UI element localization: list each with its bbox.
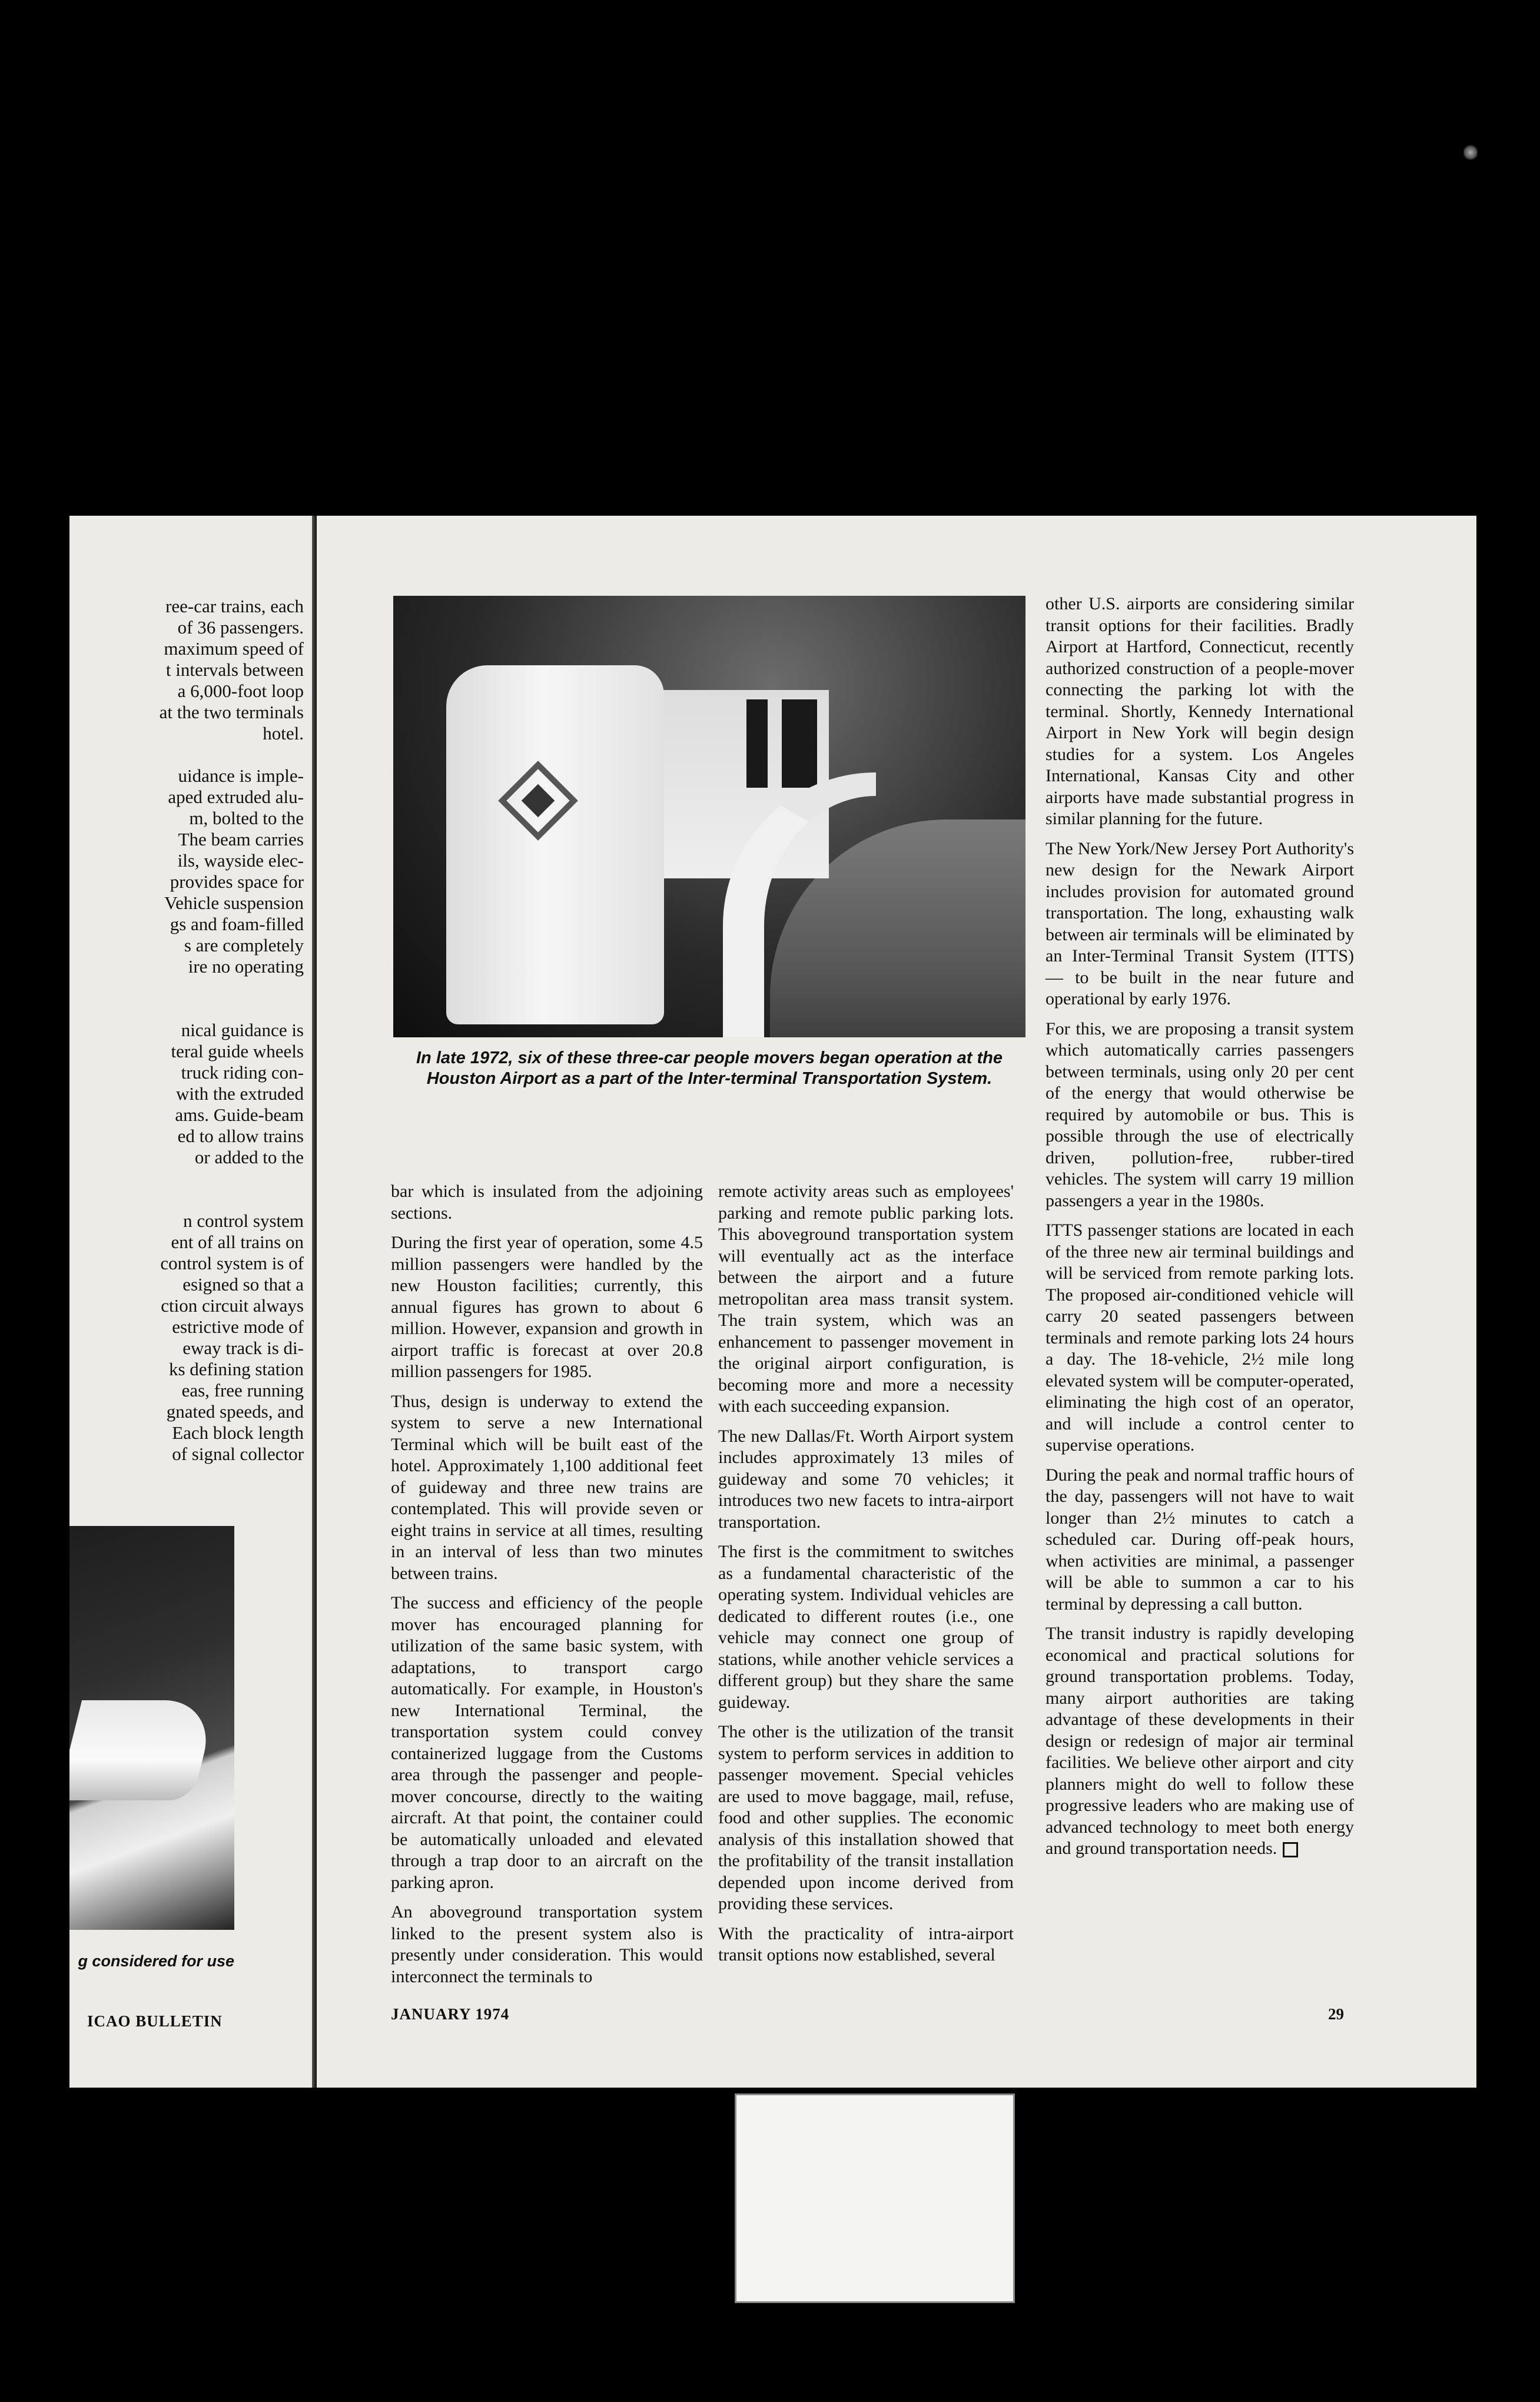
left-page-line: gnated speeds, and	[166, 1401, 304, 1422]
left-page-line: ent of all trains on	[171, 1232, 304, 1252]
text-column-2	[718, 1181, 1014, 1975]
left-page-line: m, bolted to the	[189, 808, 304, 828]
left-page-line: ire no operating	[188, 956, 304, 977]
paragraph: ITTS passenger stations are located in each of the three new air terminal buildings and will be serviced from remote parking lots. The proposed air-conditioned vehicle will carry 20 seated passengers between terminals and remote parking lots 24 hours a day. The 18-vehicle, 2½ mile long elevated system will be computer-operated, eliminating the high cost of an operator, and will include a control center to supervise operations.	[1046, 1220, 1354, 1455]
left-page-line: or added to the	[194, 1147, 304, 1167]
left-page-line: at the two terminals	[159, 702, 304, 722]
left-page-line: uidance is imple-	[178, 765, 304, 786]
vehicle-image	[69, 1700, 217, 1800]
paragraph: The New York/New Jersey Port Authority's new design for the Newark Airport includes provision for automated ground transportation. The long, exhausting walk between air terminals will be eliminated by an Inter-Terminal Transit System (ITTS) — to be built in the near future and operational by early 1976.	[1046, 838, 1354, 1008]
left-page-line: nical guidance is	[181, 1020, 304, 1040]
left-page-caption: g considered for use	[78, 1952, 234, 1970]
paragraph: During the peak and normal traffic hours of the day, passengers will not have to wait longer than 2½ minutes to catch a scheduled car. During off-peak hours, when activities are minimal, a passenger will be able to summon a car to his terminal by depressing a call button.	[1046, 1465, 1354, 1614]
left-page-line: eway track is di-	[182, 1338, 304, 1358]
text-column-1	[391, 1181, 703, 1996]
page-number: 29	[1328, 2005, 1344, 2023]
paragraph: Thus, design is underway to extend the system to serve a new International Terminal which will be built east of the hotel. Approximately 1,100 additional feet of guideway and three new trains are contemplated. This will provide seven or eight trains in service at all times, resulting in an interval of less than two minutes between trains.	[391, 1391, 703, 1583]
paragraph: other U.S. airports are considering similar transit options for their facilities. Bradly Airport at Hartford, Connecticut, recently authorized construction of a people-mover connecting the parking lot with the terminal. Shortly, Kennedy International Airport in New York will begin design studies for a system. Los Angeles International, Kansas City and other airports have made substantial progress in similar planning for the future.	[1046, 594, 1354, 828]
left-page-line: ams. Guide-beam	[175, 1104, 304, 1125]
photo-caption: In late 1972, six of these three-car people movers began operation at the Houston Airport as a part of the Inter-terminal Transportation System.	[416, 1049, 1003, 1088]
left-page-line: control system is of	[160, 1253, 304, 1273]
left-page-line: provides space for	[170, 871, 304, 892]
left-page-line	[69, 744, 304, 765]
paragraph: For this, we are proposing a transit system which automatically carries passengers between terminals, using only 20 per cent of the energy that would otherwise be required by automobile or bus. This is possible through the use of electrically driven, pollution-free, rubber-tired vehicles. The system will carry 19 million passengers a year in the 1980s.	[1046, 1018, 1354, 1210]
left-page-line: maximum speed of	[164, 638, 304, 659]
blank-card	[735, 2094, 1015, 2303]
left-page-line: The beam carries	[178, 829, 304, 850]
end-of-article-icon	[1283, 1842, 1298, 1857]
paragraph: An aboveground transportation system linked to the present system also is presently under consideration. This would interconnect the terminals to	[391, 1902, 703, 1986]
left-page-line	[69, 1189, 304, 1210]
left-page	[69, 516, 312, 2088]
left-page-line: ils, wayside elec-	[177, 850, 304, 871]
paragraph: With the practicality of intra-airport transit options now established, several	[718, 1923, 1014, 1965]
left-page-line: with the extruded	[176, 1083, 304, 1104]
publication-title: ICAO BULLETIN	[87, 2012, 223, 2030]
paragraph: The new Dallas/Ft. Worth Airport system includes approximately 13 miles of guideway and some 70 vehicles; it introduces two new facets to intra-airport transportation.	[718, 1426, 1014, 1532]
left-page-line: esigned so that a	[182, 1274, 304, 1295]
left-page-photo	[69, 1526, 234, 1930]
people-mover-photo	[393, 596, 1025, 1037]
text-column-3	[1046, 593, 1354, 1868]
left-page-line: n control system	[183, 1210, 304, 1231]
left-page-line	[69, 1168, 304, 1189]
left-page-line: hotel.	[263, 723, 304, 744]
left-page-line	[69, 977, 304, 998]
left-page-line	[69, 998, 304, 1020]
paragraph: During the first year of operation, some 4.5 million passengers were handled by the new Houston facilities; currently, this annual figures has grown to about 6 million. However, expansion and growth in airport traffic is forecast at over 20.8 million passengers for 1985.	[391, 1233, 703, 1381]
photo-window	[782, 699, 817, 788]
left-page-line: Each block length	[172, 1422, 304, 1443]
left-page-line: Vehicle suspension	[164, 893, 304, 913]
left-page-line: of 36 passengers.	[177, 617, 304, 638]
left-page-line: s are completely	[184, 935, 304, 956]
paragraph-last	[1046, 1623, 1354, 1860]
paragraph: bar which is insulated from the adjoining sections.	[391, 1182, 703, 1223]
left-page-line: a 6,000-foot loop	[177, 681, 304, 701]
paragraph-text: The transit industry is rapidly developing economical and practical solutions for ground transportation problems. Today, many airport authorities are taking advantage of these developments in their design or redesign of major air terminal facilities. We believe other airport and city planners might do well to follow these progressive leaders who are making use of advanced technology to meet both energy and ground transportation needs.	[1046, 1624, 1354, 1858]
right-page	[317, 516, 1476, 2088]
left-page-line: of signal collector	[172, 1444, 304, 1464]
photo-train-front	[446, 665, 664, 1024]
paragraph: The first is the commitment to switches as a fundamental characteristic of the operating system. Individual vehicles are dedicated to different routes (i.e., one vehicle may connect one group of stations, while another vehicle services a different group) but they share the same guideway.	[718, 1542, 1014, 1712]
left-page-line: teral guide wheels	[171, 1041, 304, 1061]
paragraph: The other is the utilization of the transit system to perform services in addition to passenger movement. Special vehicles are used to move baggage, mail, refuse, food and other supplies. The economic analysis of this installation showed that the profitability of the transit installation depended upon income derived from providing these services.	[718, 1722, 1014, 1913]
left-page-line: ree-car trains, each	[165, 596, 304, 616]
left-page-text	[69, 596, 304, 1465]
left-page-line: ction circuit always	[161, 1295, 304, 1316]
issue-date: JANUARY 1974	[391, 2005, 510, 2023]
left-page-line: gs and foam-filled	[170, 914, 304, 934]
photo-window	[746, 699, 768, 788]
left-page-line: aped extruded alu-	[168, 787, 304, 807]
film-speck	[1463, 144, 1478, 161]
left-page-line: t intervals between	[165, 659, 304, 680]
page-gutter	[312, 516, 317, 2088]
left-page-line: ks defining station	[168, 1359, 304, 1379]
left-page-line: ed to allow trains	[177, 1126, 304, 1146]
left-page-line: eas, free running	[181, 1380, 304, 1401]
paragraph: The success and efficiency of the people mover has encouraged planning for utilization of the same basic system, with adaptations, to transport cargo automatically. For example, in Houston's new International Terminal, the transportation system could convey containerized luggage from the Customs area through the passenger and people-mover concourse, directly to the waiting aircraft. At that point, the container could be automatically unloaded and elevated through a trap door to an aircraft on the parking apron.	[391, 1593, 703, 1892]
left-page-line: estrictive mode of	[172, 1316, 304, 1337]
left-page-line: truck riding con-	[181, 1062, 304, 1083]
paragraph: remote activity areas such as employees' parking and remote public parking lots. This aboveground transportation system will eventually act as the interface between the airport and a future metropolitan area mass transit system. The train system, which was an enhancement to passenger movement in the original airport configuration, is becoming more and more a necessity with each succeeding expansion.	[718, 1182, 1014, 1416]
